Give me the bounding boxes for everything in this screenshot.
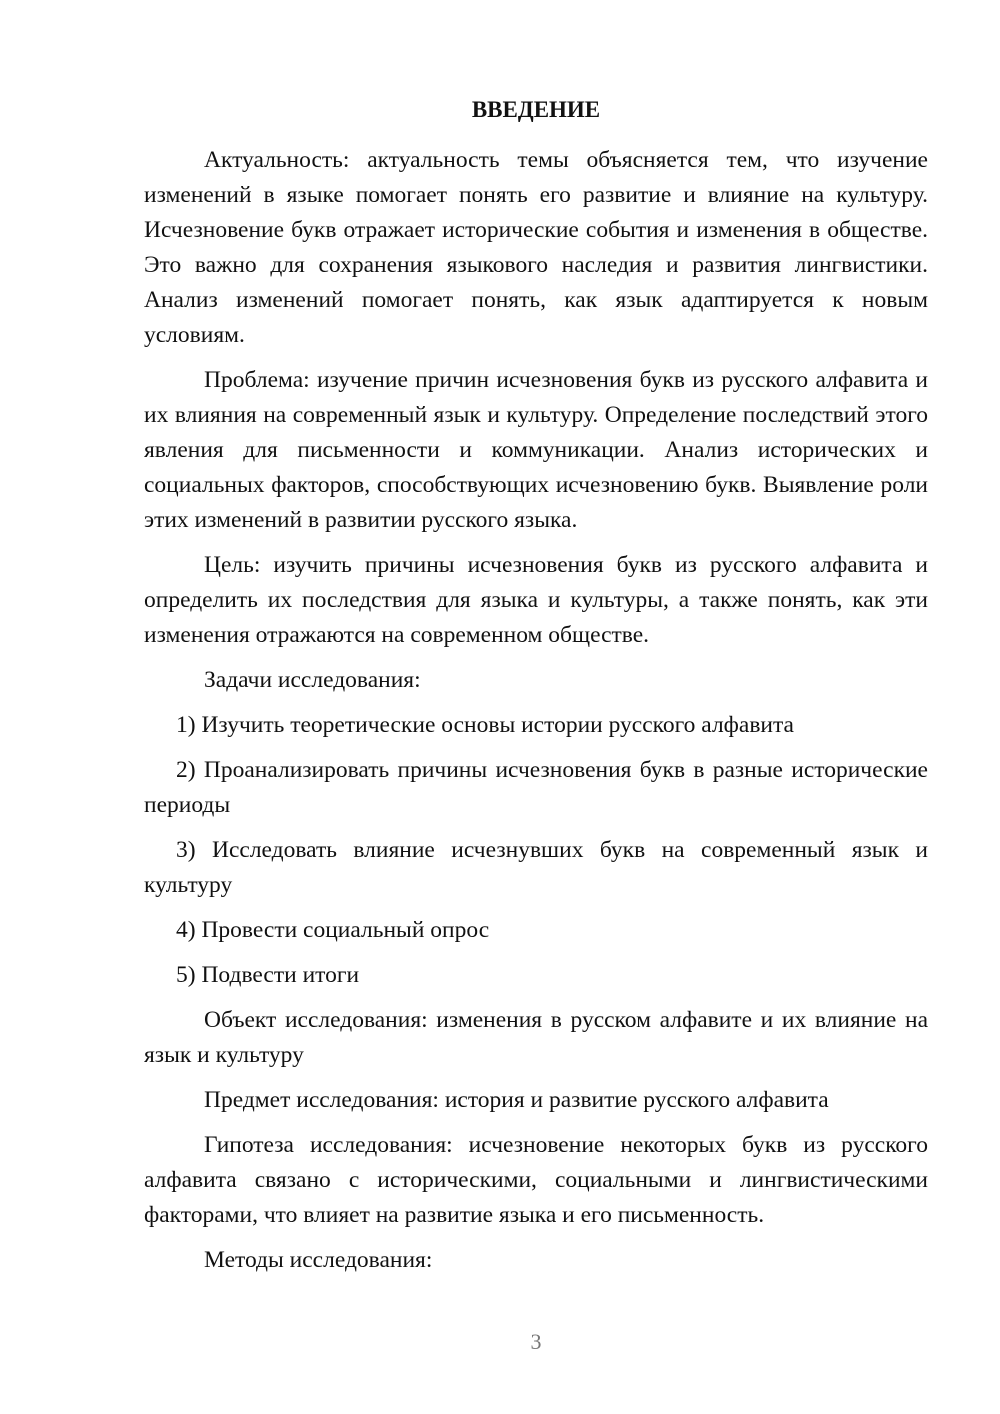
task-item: 2) Проанализировать причины исчезновения букв в разные исторические периоды [144, 757, 928, 818]
object-paragraph: Объект исследования: изменения в русском алфавите и их влияние на язык и культуру [144, 1007, 928, 1068]
methods-heading: Методы исследования: [204, 1247, 433, 1273]
task-item: 1) Изучить теоретические основы истории русского алфавита [176, 712, 794, 738]
page-number: 3 [530, 1329, 542, 1354]
hypothesis-paragraph: Гипотеза исследования: исчезновение некоторых букв из русского алфавита связано с историческими, социальными и лингвистическими факторами, что влияет на развитие языка и его письменность. [144, 1132, 928, 1228]
relevance-paragraph: Актуальность: актуальность темы объясняется тем, что изучение изменений в языке помогает понять его развитие и влияние на культуру. Исчезновение букв отражает исторические события и изменения в обществе. Это важно для сохранения языкового наследия и развития лингвистики. Анализ изменений помогает понять, как язык адаптируется к новым условиям. [144, 147, 928, 348]
goal-paragraph: Цель: изучить причины исчезновения букв из русского алфавита и определить их последствия для языка и культуры, а также понять, как эти изменения отражаются на современном обществе. [144, 552, 928, 648]
page-title: ВВЕДЕНИЕ [471, 97, 601, 122]
task-item: 4) Провести социальный опрос [176, 917, 490, 943]
tasks-heading: Задачи исследования: [204, 667, 421, 693]
task-item: 3) Исследовать влияние исчезнувших букв на современный язык и культуру [144, 837, 928, 898]
subject-paragraph: Предмет исследования: история и развитие русского алфавита [204, 1087, 829, 1113]
problem-paragraph: Проблема: изучение причин исчезновения букв из русского алфавита и их влияния на современный язык и культуру. Определение последствий этого явления для письменности и коммуникации. Анализ исторических и социальных факторов, способствующих исчезновению букв. Выявление роли этих изменений в развитии русского языка. [144, 367, 928, 533]
task-item: 5) Подвести итоги [176, 962, 360, 988]
page-content [144, 92, 928, 1288]
